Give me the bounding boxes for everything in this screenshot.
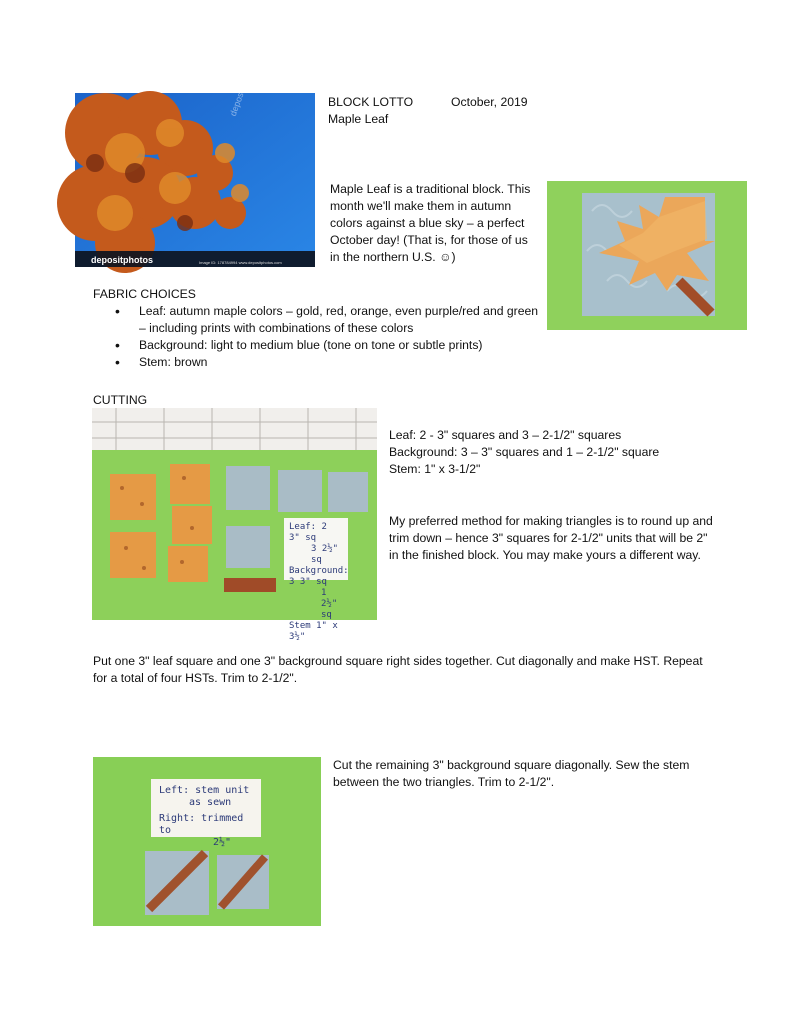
page-title: BLOCK LOTTO — [328, 95, 414, 109]
list-item: • Background: light to medium blue (tone on tone or subtle prints) — [93, 337, 543, 354]
stem-instruction: Cut the remaining 3" background square diagonally. Sew the stem between the two triangles. Trim to 2-1/2". — [333, 758, 690, 789]
fabric-list — [93, 303, 543, 371]
block-name: Maple Leaf — [328, 112, 389, 126]
stem-note-card: Left: stem unit as sewn Right: trimmed to 2½" — [159, 785, 250, 848]
finished-block-photo — [547, 181, 747, 330]
hst-instruction: Put one 3" leaf square and one 3" background square right sides together. Cut diagonally and make HST. Repeat for a total of four HSTs. Trim to 2-1/2". — [93, 654, 703, 685]
cut-pieces-photo — [92, 408, 377, 642]
maple-tree-photo — [75, 61, 315, 267]
list-item: • Stem: brown — [93, 354, 543, 371]
intro-paragraph: Maple Leaf is a traditional block. This month we'll make them in autumn colors against a blue sky – a perfect October day! (That is, for those of us in the northern U.S. ☺) — [330, 182, 531, 264]
fabric-choices-heading: FABRIC CHOICES — [93, 287, 196, 301]
brand-label: depositphotos — [91, 255, 153, 265]
list-item: • Leaf: autumn maple colors – gold, red, orange, even purple/red and green – including prints with combinations of these colors — [93, 303, 543, 337]
cutting-stem: Stem: 1" x 3-1/2" — [389, 462, 481, 476]
cutting-leaf: Leaf: 2 - 3" squares and 3 – 2-1/2" squares — [389, 428, 622, 442]
cutting-heading: CUTTING — [93, 393, 148, 407]
triangle-method-note: My preferred method for making triangles is to round up and trim down – hence 3" squares for 2-1/2" units that will be 2" in the finished block. You may make yours a different way. — [389, 514, 713, 562]
image-id-label: Image ID: 178784994 www.depositphotos.com — [199, 260, 282, 265]
stem-unit-photo — [93, 757, 321, 926]
cutting-list — [389, 427, 699, 478]
cutting-background: Background: 3 – 3" squares and 1 – 2-1/2" square — [389, 445, 660, 459]
watermark-text: depositphotos — [227, 61, 257, 118]
date-label: October, 2019 — [451, 95, 528, 109]
cutting-note-card: Leaf: 2 3" sq 3 2½" sq Background: 3 3" sq 1 2½" sq Stem 1" x 3½" — [284, 518, 348, 580]
